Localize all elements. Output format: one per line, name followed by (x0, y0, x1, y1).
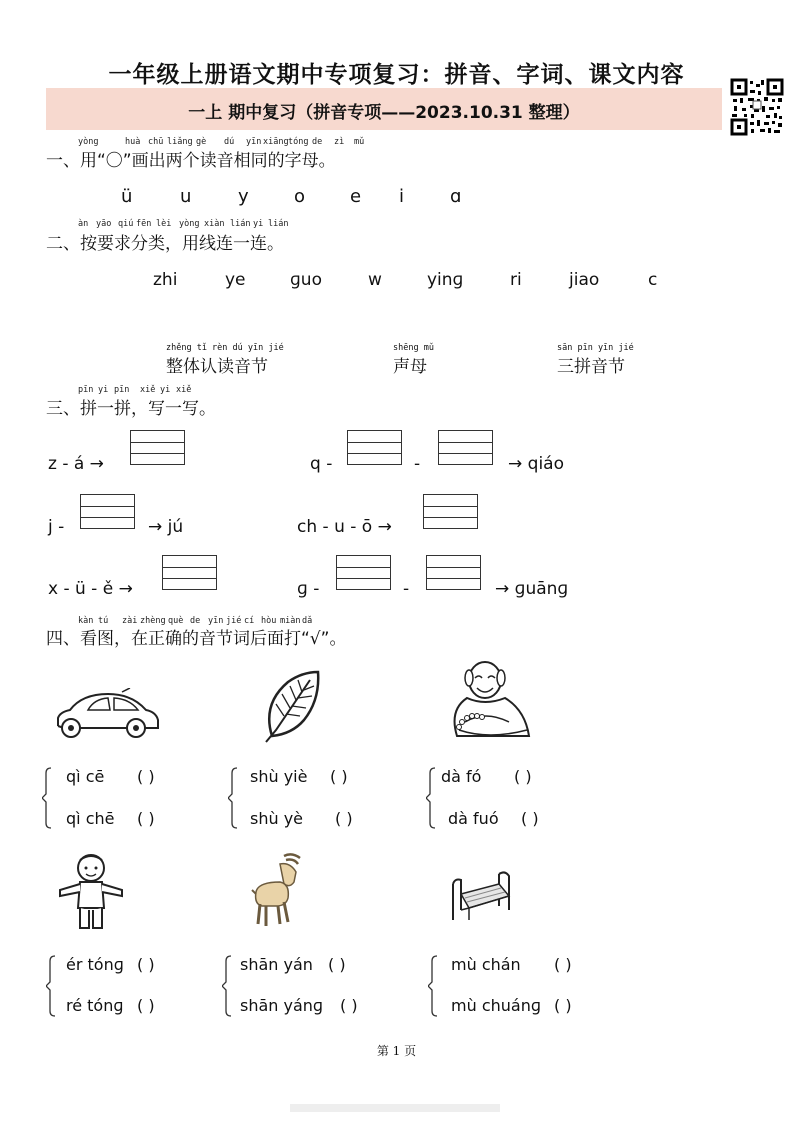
answer-paren[interactable]: ( ) (328, 955, 346, 974)
option-a-label: ér tónɡ (66, 955, 124, 974)
letter[interactable]: o (294, 186, 306, 207)
exercise-xue: x - ü - ě → (48, 579, 133, 599)
option-b-label: mù chuánɡ (451, 996, 541, 1015)
exercise-q-dash: - (414, 454, 421, 474)
answer-paren[interactable]: ( ) (554, 996, 572, 1015)
letter[interactable]: u (180, 186, 192, 207)
category-pinyin: shēng mǔ (393, 343, 434, 353)
syllable[interactable]: jiao (569, 270, 600, 290)
bottom-faint-strip (290, 1104, 500, 1112)
category-whole-syllable[interactable]: 整体认读音节 (166, 357, 268, 377)
syllable[interactable]: ri (510, 270, 522, 290)
bracket (46, 955, 56, 1017)
bracket (42, 767, 52, 829)
answer-paren[interactable]: ( ) (137, 809, 155, 828)
goat-icon (250, 852, 306, 930)
option-b-label: shù yè (250, 809, 304, 828)
answer-paren[interactable]: ( ) (335, 809, 353, 828)
writing-box[interactable] (162, 555, 217, 590)
letter[interactable]: ɑ (450, 186, 462, 207)
writing-box[interactable] (130, 430, 185, 465)
option-b-label: ré tónɡ (66, 996, 124, 1015)
exercise-j-result: → jú (148, 517, 184, 537)
answer-paren[interactable]: ( ) (137, 996, 155, 1015)
writing-box[interactable] (347, 430, 402, 465)
writing-box[interactable] (423, 494, 478, 529)
option-b-label: dà fuó (448, 809, 499, 828)
exercise-g-prefix: ɡ - (297, 579, 320, 599)
bracket (428, 955, 438, 1017)
answer-paren[interactable]: ( ) (137, 955, 155, 974)
category-pinyin: sān pīn yīn jié (557, 343, 634, 353)
q1-title: 一、用“〇”画出两个读音相同的字母。 (46, 151, 336, 171)
answer-paren[interactable]: ( ) (340, 996, 358, 1015)
writing-box[interactable] (426, 555, 481, 590)
option-a-label: shù yiè (250, 767, 308, 786)
letter[interactable]: i (399, 186, 405, 207)
syllable[interactable]: ye (225, 270, 246, 290)
category-three-part[interactable]: 三拼音节 (557, 357, 625, 377)
bracket (228, 767, 238, 829)
letter[interactable]: ü (121, 186, 133, 207)
exercise-chuo: ch - u - ō → (297, 517, 392, 537)
exercise-g-result: → ɡuānɡ (495, 579, 569, 599)
leaf-icon (262, 670, 322, 744)
bracket (426, 767, 436, 829)
syllable[interactable]: zhi (153, 270, 178, 290)
exercise-za: z - á → (48, 454, 104, 474)
answer-paren[interactable]: ( ) (514, 767, 532, 786)
option-a-label: qì cē (66, 767, 105, 786)
car-icon (52, 688, 164, 742)
letter[interactable]: y (238, 186, 249, 207)
answer-paren[interactable]: ( ) (330, 767, 348, 786)
category-initial[interactable]: 声母 (393, 357, 427, 377)
category-pinyin: zhěng tǐ rèn dú yīn jié (166, 343, 284, 353)
answer-paren[interactable]: ( ) (554, 955, 572, 974)
qr-code-icon[interactable] (730, 78, 784, 136)
writing-box[interactable] (80, 494, 135, 529)
syllable[interactable]: yinɡ (427, 270, 464, 290)
option-a-label: mù chán (451, 955, 521, 974)
option-a-label: shān yán (240, 955, 313, 974)
option-b-label: qì chē (66, 809, 115, 828)
subtitle-text: 一上 期中复习（拼音专项——2023.10.31 整理） (188, 103, 580, 123)
exercise-q-prefix: q - (310, 454, 333, 474)
buddha-icon (445, 660, 537, 742)
option-a-label: dà fó (441, 767, 482, 786)
exercise-g-dash: - (403, 579, 410, 599)
q4-title: 四、看图，在正确的音节词后面打“√”。 (46, 629, 347, 649)
answer-paren[interactable]: ( ) (521, 809, 539, 828)
exercise-q-result: → qiáo (508, 454, 564, 474)
option-b-label: shān yánɡ (240, 996, 324, 1015)
q3-title: 三、拼一拼，写一写。 (46, 399, 216, 419)
answer-paren[interactable]: ( ) (137, 767, 155, 786)
bed-icon (445, 870, 519, 924)
syllable[interactable]: w (368, 270, 382, 290)
writing-box[interactable] (336, 555, 391, 590)
writing-box[interactable] (438, 430, 493, 465)
child-icon (58, 852, 124, 932)
syllable[interactable]: ɡuo (290, 270, 322, 290)
exercise-j-prefix: j - (48, 517, 65, 537)
bracket (222, 955, 232, 1017)
page-title: 一年级上册语文期中专项复习：拼音、字词、课文内容 (108, 62, 685, 88)
q2-title: 二、按要求分类，用线连一连。 (46, 234, 284, 254)
letter[interactable]: e (350, 186, 362, 207)
syllable[interactable]: c (648, 270, 658, 290)
page-number: 第 1 页 (376, 1044, 417, 1058)
